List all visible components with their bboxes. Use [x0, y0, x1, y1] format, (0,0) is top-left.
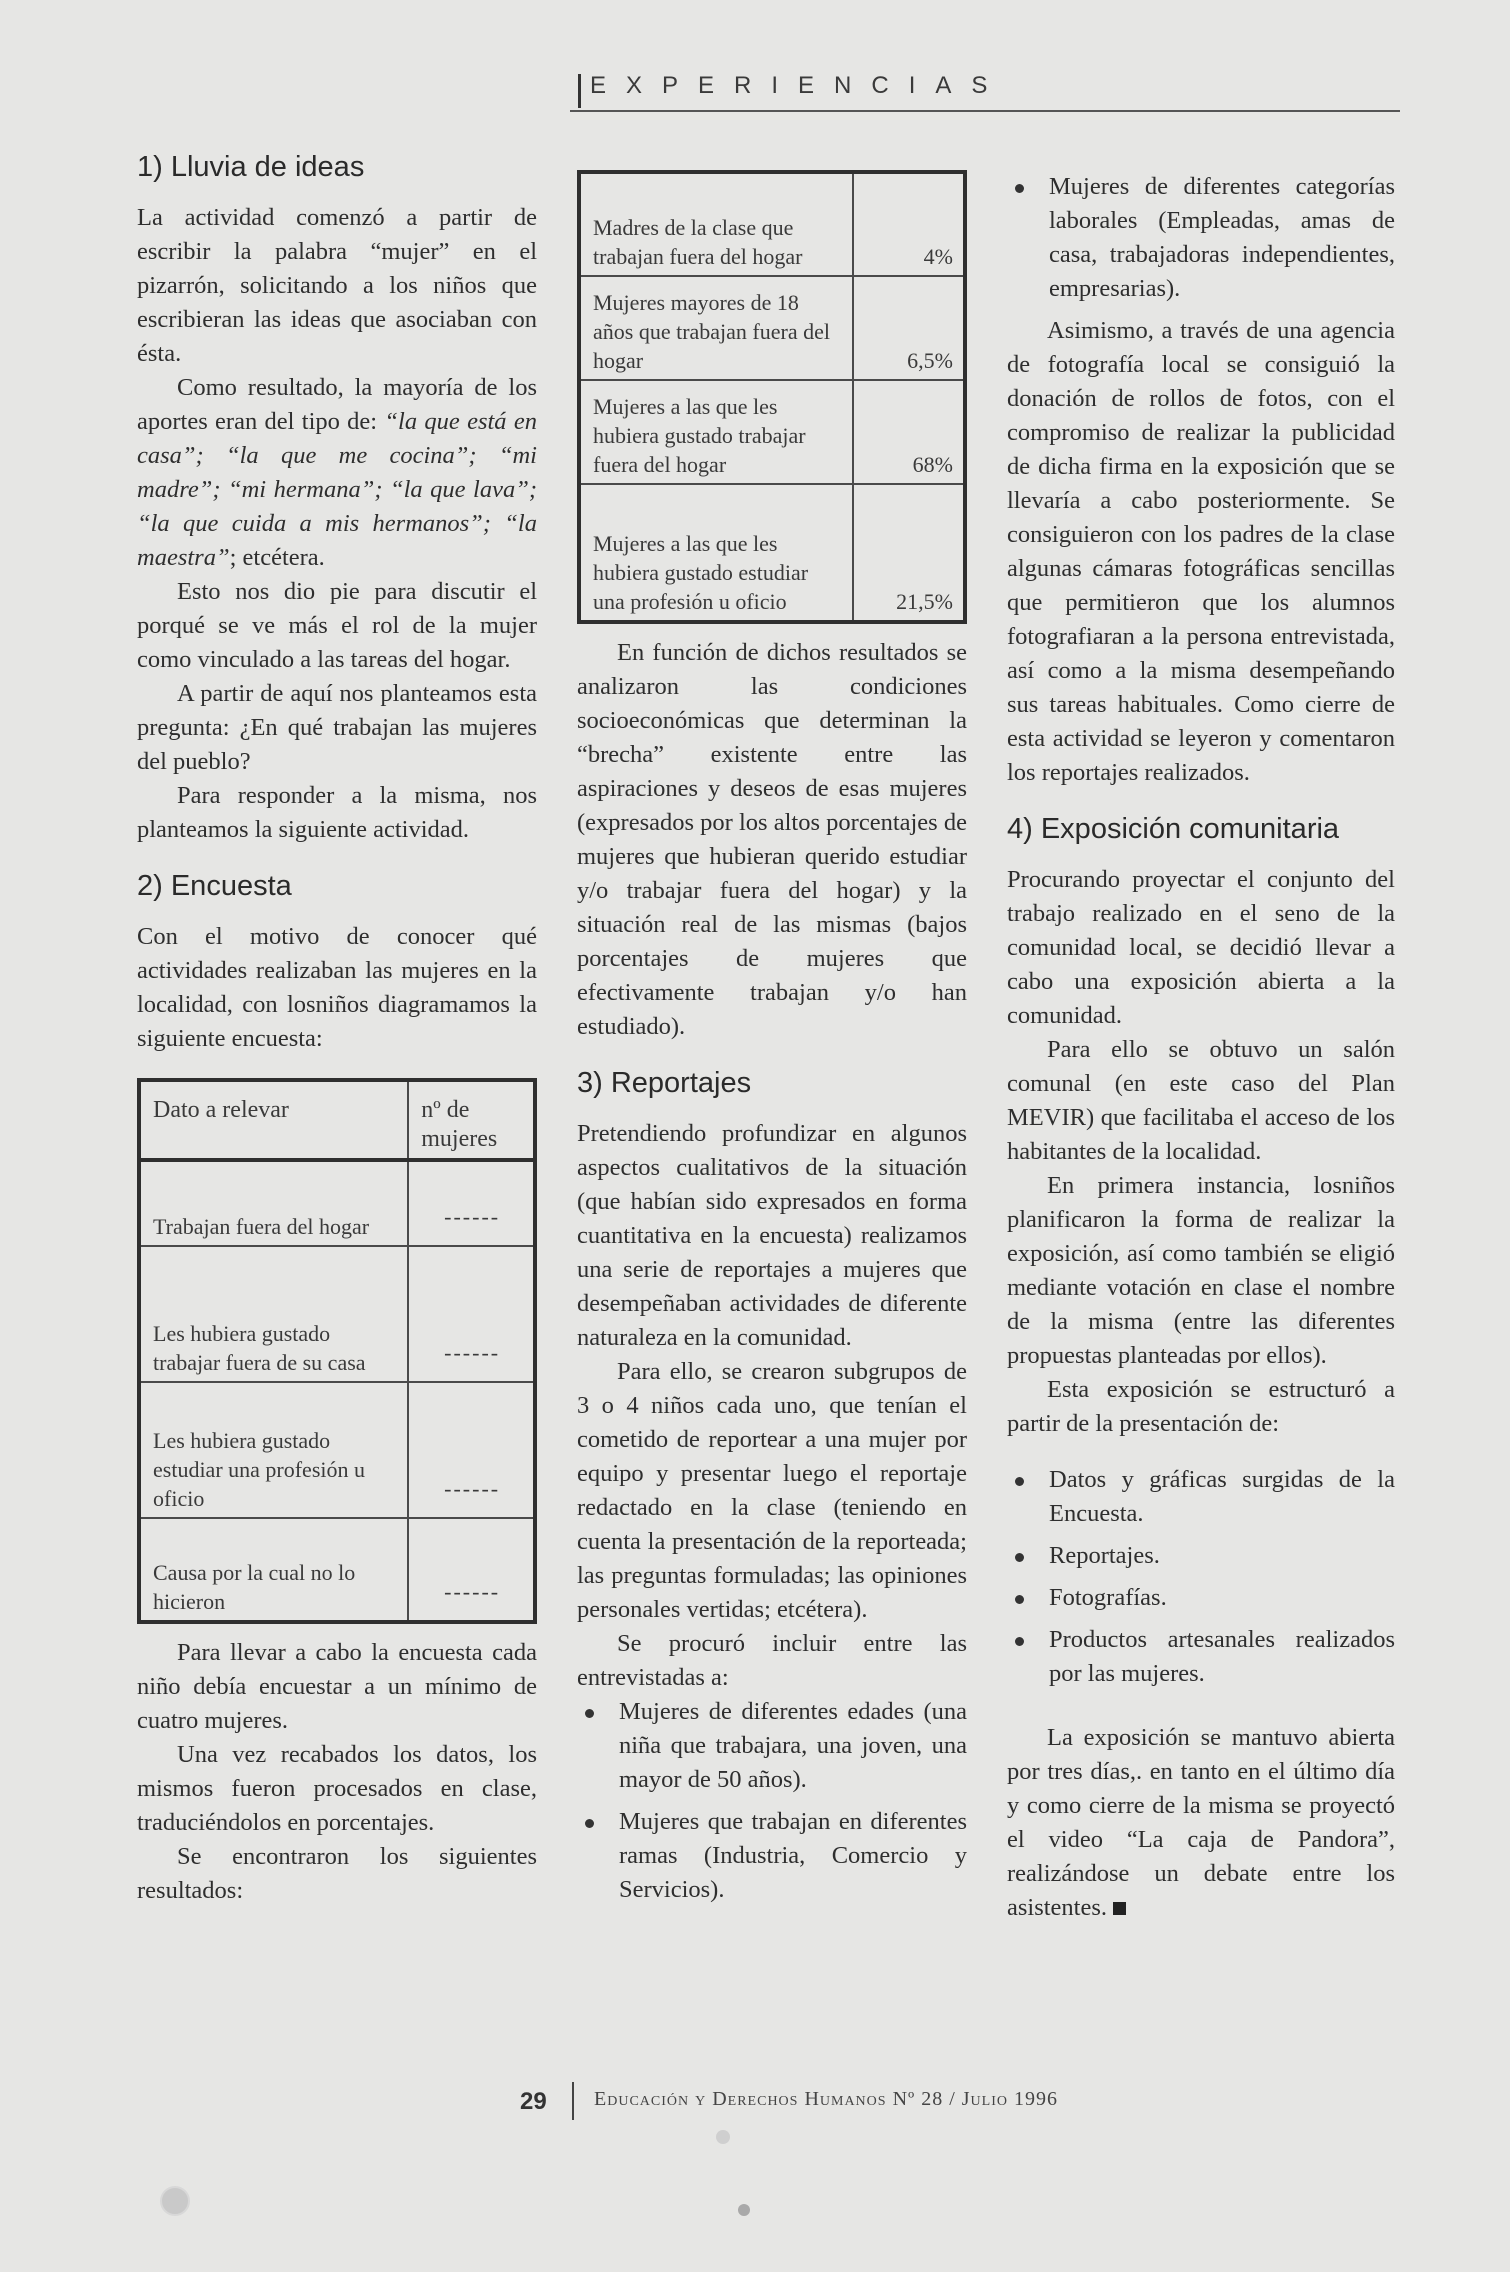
- survey-header-row: [139, 1080, 535, 1160]
- interviewee-list-continued: [1007, 170, 1395, 306]
- paragraph: Como resultado, la mayoría de los aportes eran del tipo de: “la que está en casa”; “la que me cocina”; “mi madre”; “mi hermana”; “la que lava”; “la que cuida a mis hermanos”; “la maestra”; etcétera.: [137, 373, 537, 571]
- quoted-answers: “la que está en casa”; “la que me cocina”; “mi madre”; “mi hermana”; “la que lava”; “la que cuida a mis hermanos”; “la maestra”: [137, 407, 537, 571]
- page-number: 29: [520, 2088, 547, 2115]
- result-label: Mujeres mayores de 18 años que trabajan fuera del hogar: [579, 276, 853, 380]
- heading-exposicion-comunitaria: 4) Exposición comunitaria: [1007, 813, 1340, 845]
- survey-table: [137, 1078, 537, 1624]
- paragraph: Se procuró incluir entre las entrevistadas a:: [577, 1629, 967, 1691]
- table-row: [139, 1518, 535, 1622]
- column-1: [137, 150, 537, 1908]
- table-row: [579, 276, 965, 380]
- list-item: Mujeres de diferentes edades (una niña que trabajara, una joven, una mayor de 50 años).: [577, 1695, 967, 1797]
- result-label: Mujeres a las que les hubiera gustado trabajar fuera del hogar: [579, 380, 853, 484]
- paragraph: Para llevar a cabo la encuesta cada niño debía encuestar a un mínimo de cuatro mujeres.: [137, 1638, 537, 1734]
- paragraph: Se encontraron los siguientes resultados:: [137, 1842, 537, 1904]
- list-item: Datos y gráficas surgidas de la Encuesta.: [1007, 1463, 1395, 1531]
- paragraph: Asimismo, a través de una agencia de fotografía local se consiguió la donación de rollos de fotos, con el compromiso de realizar la publicidad de dicha firma en la exposición que se llevaría a cabo posteriormente. Se consiguieron con los padres de la clase algunas cámaras fotográficas sencillas que permitieron que los alumnos fotografiaran a la persona entrevistada, así como a la misma desempeñando sus tareas habituales. Como cierre de esta actividad se leyeron y comentaron los reportajes realizados.: [1007, 317, 1395, 786]
- list-item: Productos artesanales realizados por las mujeres.: [1007, 1623, 1395, 1691]
- list-item: Fotografías.: [1007, 1581, 1395, 1615]
- list-item: Reportajes.: [1007, 1539, 1395, 1573]
- paragraph: En función de dichos resultados se analizaron las condiciones socioeconómicas que determinan la “brecha” existente entre las aspiraciones y deseos de esas mujeres (expresados por los altos porcentajes de mujeres que hubieran querido estudiar y/o trabajar fuera del hogar) y la situación real de las mismas (bajos porcentajes de mujeres que efectivamente trabajan y/o han estudiado).: [577, 639, 967, 1040]
- survey-row-value: ------: [408, 1382, 535, 1518]
- table-row: [139, 1160, 535, 1246]
- table-row: [139, 1246, 535, 1382]
- scan-hole-mark: [160, 2186, 190, 2216]
- result-value: 68%: [853, 380, 965, 484]
- paragraph: A partir de aquí nos planteamos esta pregunta: ¿En qué trabajan las mujeres del pueblo?: [137, 679, 537, 775]
- paragraph: Para ello se obtuvo un salón comunal (en este caso del Plan MEVIR) que facilitaba el acceso de los habitantes de la localidad.: [1007, 1035, 1395, 1165]
- header-bar: [578, 74, 581, 108]
- paragraph: Con el motivo de conocer qué actividades realizaban las mujeres en la localidad, con losniños diagramamos la siguiente encuesta:: [137, 922, 537, 1052]
- exhibition-contents-list: [1007, 1463, 1395, 1691]
- interviewee-list: [577, 1695, 967, 1907]
- table-row: [579, 380, 965, 484]
- result-label: Madres de la clase que trabajan fuera del hogar: [579, 172, 853, 276]
- heading-lluvia-de-ideas: 1) Lluvia de ideas: [137, 151, 365, 183]
- paragraph: Esta exposición se estructuró a partir de la presentación de:: [1007, 1375, 1395, 1437]
- paragraph: Para responder a la misma, nos planteamos la siguiente actividad.: [137, 781, 537, 843]
- paragraph: En primera instancia, losniños planificaron la forma de realizar la exposición, así como también se eligió mediante votación en clase el nombre de la misma (entre las diferentes propuestas planteadas por ellos).: [1007, 1171, 1395, 1369]
- survey-row-label: Les hubiera gustado trabajar fuera de su casa: [139, 1246, 408, 1382]
- table-row: [579, 484, 965, 622]
- paragraph: Pretendiendo profundizar en algunos aspectos cualitativos de la situación (que habían sido expresados en forma cuantitativa en la encuesta) realizamos una serie de reportajes a mujeres que desempeñaban actividades de diferente naturaleza en la comunidad.: [577, 1119, 967, 1351]
- scan-dot-mark: [738, 2204, 750, 2216]
- result-value: 4%: [853, 172, 965, 276]
- scan-dot-mark: [716, 2130, 730, 2144]
- survey-row-value: ------: [408, 1160, 535, 1246]
- survey-row-value: ------: [408, 1246, 535, 1382]
- list-item: Mujeres que trabajan en diferentes ramas (Industria, Comercio y Servicios).: [577, 1805, 967, 1907]
- results-table: [577, 170, 967, 624]
- section-title: EXPERIENCIAS: [590, 72, 1008, 99]
- page-footer: [520, 2082, 1220, 2122]
- paragraph: Esto nos dio pie para discutir el porqué se ve más el rol de la mujer como vinculado a las tareas del hogar.: [137, 577, 537, 673]
- paragraph: La exposición se mantuvo abierta por tres días,. en tanto en el último día y como cierre de la misma se proyectó el video “La caja de Pandora”, realizándose un debate entre los asistentes.: [1007, 1723, 1395, 1921]
- survey-row-label: Trabajan fuera del hogar: [139, 1160, 408, 1246]
- column-2: [577, 170, 967, 1915]
- end-of-article-square-icon: [1113, 1902, 1126, 1915]
- list-item: Mujeres de diferentes categorías laborales (Empleadas, amas de casa, trabajadoras independientes, empresarias).: [1007, 170, 1395, 306]
- paragraph: Para ello, se crearon subgrupos de 3 o 4 niños cada uno, que tenían el cometido de reportear a una mujer por equipo y presentar luego el reportaje redactado en la clase (teniendo en cuenta la presentación de la reporteada; las preguntas formuladas; las opiniones personales vertidas; etcétera).: [577, 1357, 967, 1623]
- survey-row-value: ------: [408, 1518, 535, 1622]
- survey-header-item: Dato a relevar: [139, 1080, 408, 1160]
- table-row: [139, 1382, 535, 1518]
- survey-row-label: Les hubiera gustado estudiar una profesión u oficio: [139, 1382, 408, 1518]
- survey-header-count: nº de mujeres: [408, 1080, 535, 1160]
- table-row: [579, 172, 965, 276]
- survey-row-label: Causa por la cual no lo hicieron: [139, 1518, 408, 1622]
- paragraph: Una vez recabados los datos, los mismos fueron procesados en clase, traduciéndolos en porcentajes.: [137, 1740, 537, 1836]
- column-3: [1007, 170, 1395, 1925]
- result-value: 6,5%: [853, 276, 965, 380]
- section-header: [570, 68, 1400, 112]
- footer-divider: [572, 2082, 574, 2120]
- paragraph: La actividad comenzó a partir de escribir la palabra “mujer” en el pizarrón, solicitando a los niños que escribieran las ideas que asociaban con ésta.: [137, 203, 537, 367]
- heading-encuesta: 2) Encuesta: [137, 869, 292, 902]
- journal-citation: Educación y Derechos Humanos Nº 28 / Julio 1996: [594, 2088, 1058, 2110]
- heading-reportajes: 3) Reportajes: [577, 1067, 752, 1099]
- paragraph: Procurando proyectar el conjunto del trabajo realizado en el seno de la comunidad local, se decidió llevar a cabo una exposición abierta a la comunidad.: [1007, 865, 1395, 1029]
- result-label: Mujeres a las que les hubiera gustado estudiar una profesión u oficio: [579, 484, 853, 622]
- result-value: 21,5%: [853, 484, 965, 622]
